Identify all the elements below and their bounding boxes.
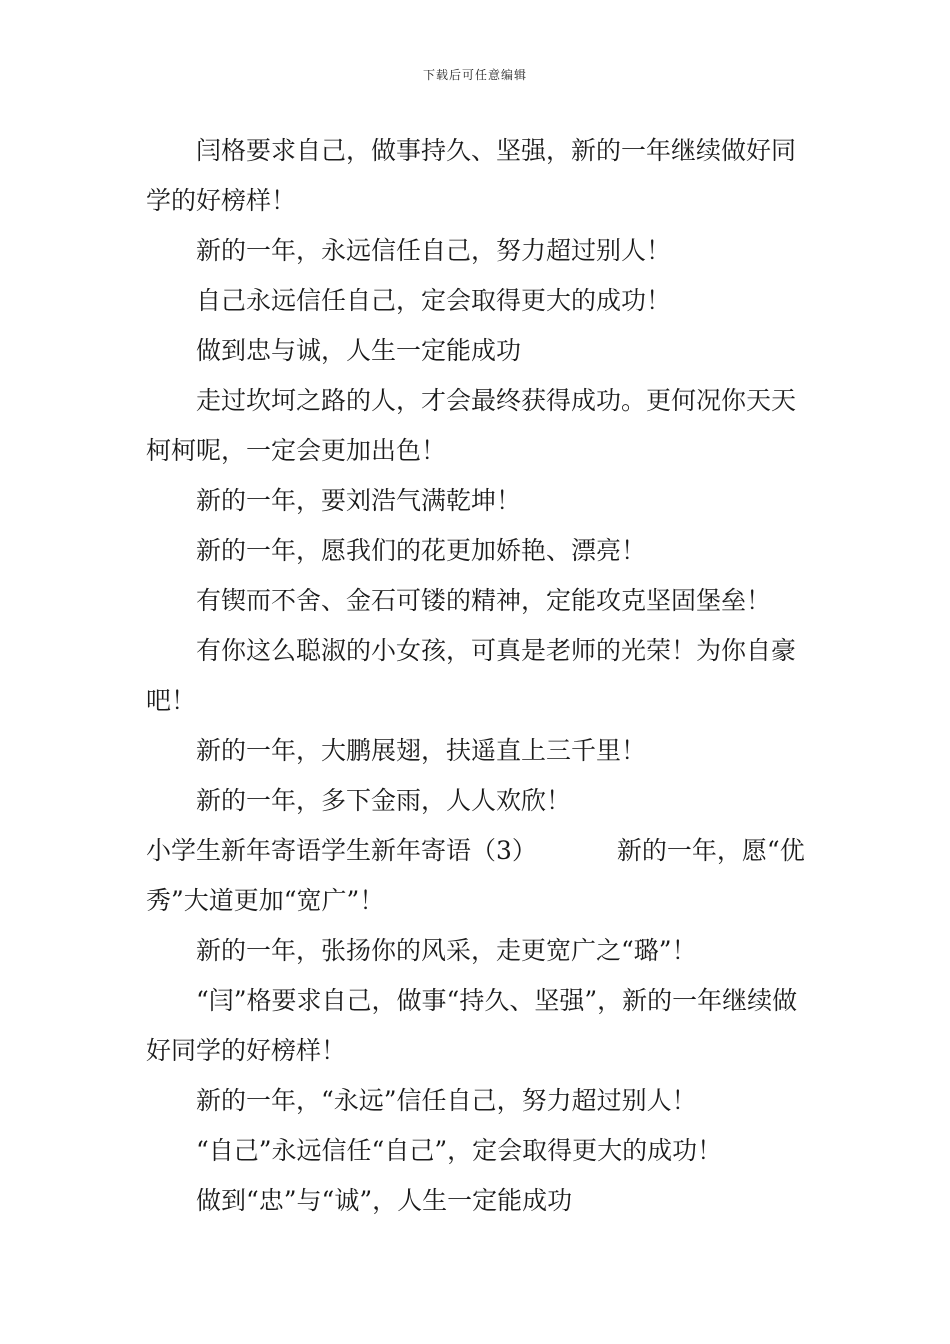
section-paragraph [146, 826, 810, 926]
document-body [146, 126, 810, 1226]
page-header: 下载后可任意编辑 [422, 68, 527, 82]
paragraph: “闫”格要求自己，做事“持久、坚强”，新的一年继续做好同学的好榜样！ [146, 986, 798, 1065]
paragraph: 新的一年，永远信任自己，努力超过别人！ [196, 236, 672, 265]
paragraph: 新的一年，多下金雨，人人欢欣！ [196, 786, 572, 815]
paragraph: 新的一年，大鹏展翅，扶遥直上三千里！ [196, 736, 647, 765]
paragraph: 有锲而不舍、金石可镂的精神，定能攻克坚固堡垒！ [196, 586, 772, 615]
paragraph: 自己永远信任自己，定会取得更大的成功！ [196, 286, 672, 315]
section-title: 小学生新年寄语学生新年寄语（3） [146, 836, 537, 865]
paragraph: 新的一年，“永远”信任自己，努力超过别人！ [196, 1086, 697, 1115]
paragraph: 做到“忠”与“诚”，人生一定能成功 [196, 1186, 573, 1215]
paragraph: 新的一年，要刘浩气满乾坤！ [196, 486, 522, 515]
paragraph: 做到忠与诚，人生一定能成功 [196, 336, 522, 365]
paragraph: 新的一年，愿我们的花更加娇艳、漂亮！ [196, 536, 647, 565]
paragraph: 闫格要求自己，做事持久、坚强，新的一年继续做好同学的好榜样！ [146, 136, 797, 215]
paragraph: 走过坎坷之路的人，才会最终获得成功。更何况你天天柯柯呢，一定会更加出色！ [146, 386, 797, 465]
section-continuation: 新的一年，愿“优秀”大道更加“宽广”！ [146, 836, 805, 915]
paragraph: 有你这么聪淑的小女孩，可真是老师的光荣！为你自豪吧！ [146, 636, 797, 715]
paragraph: “自己”永远信任“自己”，定会取得更大的成功！ [196, 1136, 723, 1165]
paragraph: 新的一年，张扬你的风采，走更宽广之“璐”！ [196, 936, 697, 965]
